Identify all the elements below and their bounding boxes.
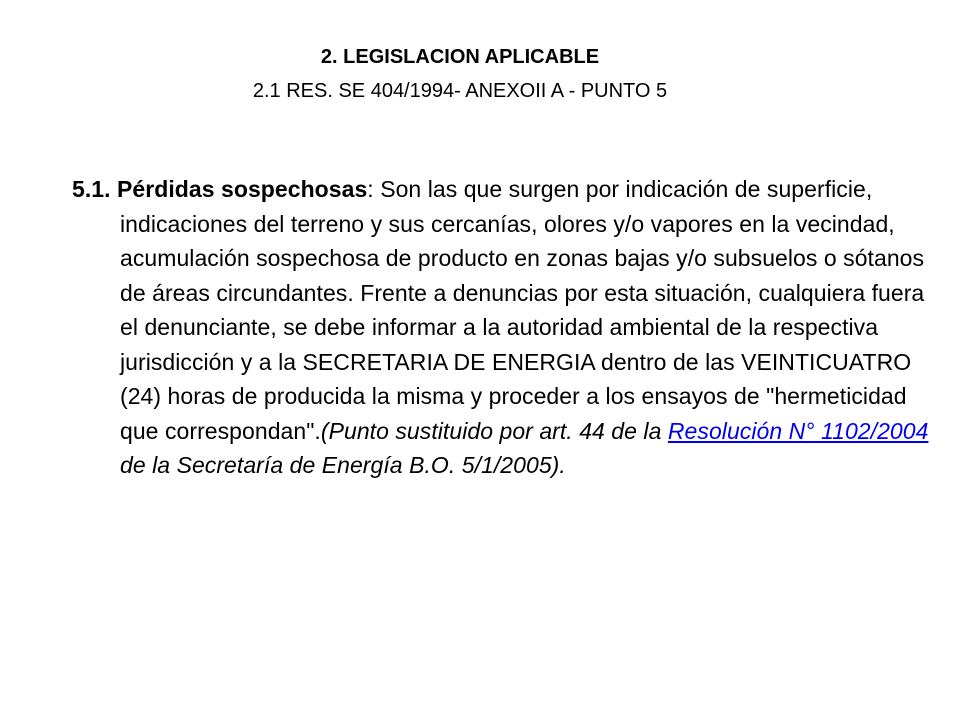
section-term: 5.1. Pérdidas sospechosas	[72, 176, 368, 202]
slide-title	[0, 40, 920, 108]
section-body-text: Son las que surgen por indicación de superficie, indicaciones del terreno y sus cercanías, olores y/o vapores en la vecindad, acumulación sospechosa de producto en zonas bajas y/o subsuelos o sótanos de áreas circundantes. Frente a denuncias por esta situación, cualquiera fuera el denunciante, se debe informar a la autoridad ambiental de la respectiva jurisdicción y a la SECRETARIA DE ENERGIA dentro de las VEINTICUATRO (24) horas de producida la misma y proceder a los ensayos de "hermeticidad que correspondan".	[120, 176, 925, 444]
term-colon: :	[367, 176, 374, 202]
title-subheading: 2.1 RES. SE 404/1994- ANEXOII A - PUNTO 5	[252, 80, 668, 102]
resolution-link[interactable]: Resolución N° 1102/2004	[667, 417, 929, 444]
amendment-note-end: de la Secretaría de Energía B.O. 5/1/2005).	[120, 452, 566, 478]
section-paragraph	[72, 172, 948, 483]
title-heading: 2. LEGISLACION APLICABLE	[320, 46, 600, 68]
amendment-note-start: (Punto sustituido por art. 44 de la	[320, 417, 668, 444]
